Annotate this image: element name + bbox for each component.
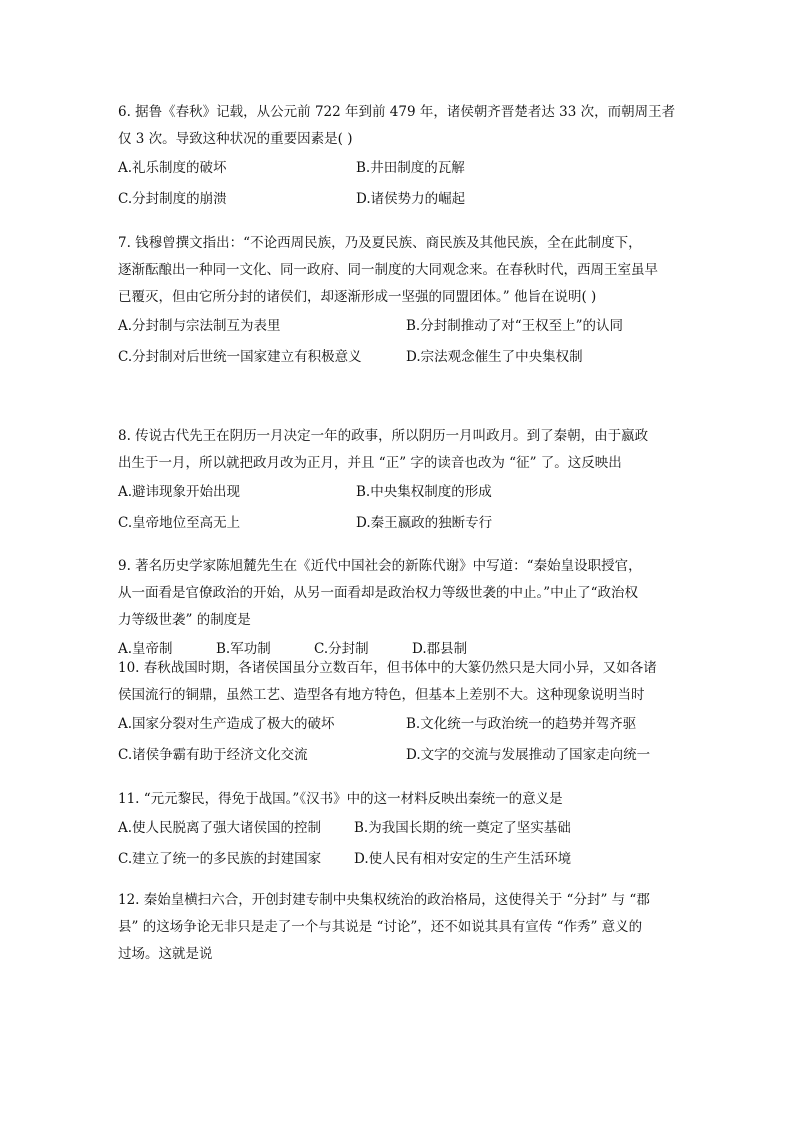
question-11-option-b[interactable]: B.为我国长期的统一奠定了坚实基础: [354, 820, 571, 836]
question-9-option-a[interactable]: A.皇帝制: [118, 641, 173, 657]
question-9-option-b[interactable]: B.军功制: [216, 641, 271, 657]
question-10-option-b[interactable]: B.文化统一与政治统一的趋势并驾齐驱: [406, 716, 637, 732]
question-11-stem-line-1: 11. “元元黎民，得免于战国。”《汉书》中的这一材料反映出秦统一的意义是: [118, 791, 563, 807]
question-10-option-a[interactable]: A.国家分裂对生产造成了极大的破坏: [118, 716, 335, 732]
question-11-option-a[interactable]: A.使人民脱离了强大诸侯国的控制: [118, 820, 322, 836]
question-7-option-c[interactable]: C.分封制对后世统一国家建立有积极意义: [118, 349, 362, 365]
question-8-option-d[interactable]: D.秦王嬴政的独断专行: [356, 515, 493, 531]
question-7-stem-line-1: 7. 钱穆曾撰文指出：“不论西周民族，乃及夏民族、商民族及其他民族，全在此制度下，: [118, 235, 642, 251]
question-6: [118, 99, 678, 215]
question-7-stem-line-3: 已覆灭，但由它所分封的诸侯们，却逐渐形成一坚强的同盟团体。” 他旨在说明( ): [118, 289, 597, 305]
question-8-option-b[interactable]: B.中央集权制度的形成: [356, 484, 492, 500]
question-6-option-c[interactable]: C.分封制度的崩溃: [118, 191, 227, 207]
question-8-stem-line-1: 8. 传说古代先王在阴历一月决定一年的政事，所以阴历一月叫政月。到了秦朝，由于嬴政: [118, 428, 649, 444]
question-6-option-d[interactable]: D.诸侯势力的崛起: [356, 191, 466, 207]
question-6-stem-line-1: 6. 据鲁《春秋》记载，从公元前 722 年到前 479 年，诸侯朝齐晋楚者达 33 次，而朝周王者: [118, 104, 676, 120]
question-7-option-a[interactable]: A.分封制与宗法制互为表里: [118, 318, 281, 334]
question-11-option-d[interactable]: D.使人民有相对安定的生产生活环境: [354, 851, 572, 867]
question-12-stem-line-1: 12. 秦始皇横扫六合，开创封建专制中央集权统治的政治格局，这使得关于 “分封” 与 “郡: [118, 892, 650, 908]
question-10-options-row-2: [118, 740, 678, 771]
question-9-option-d[interactable]: D.郡县制: [412, 641, 468, 657]
question-12-stem-line-3: 过场。这就是说: [118, 946, 213, 962]
question-9: [118, 553, 678, 665]
question-9-option-c[interactable]: C.分封制: [314, 641, 369, 657]
question-7-options-row-2: [118, 342, 678, 373]
question-6-options-row-1: [118, 153, 678, 184]
question-9-stem-line-2: 从一面看是官僚政治的开始，从另一面看却是政治权力等级世袭的中止。”中止了“政治权: [118, 585, 639, 601]
question-8-option-a[interactable]: A.避讳现象开始出现: [118, 484, 241, 500]
question-8-option-c[interactable]: C.皇帝地位至高无上: [118, 515, 241, 531]
question-12-stem-line-2: 县” 的这场争论无非只是走了一个与其说是 “讨论”，还不如说其具有宣传 “作秀” 意义的: [118, 919, 643, 935]
question-6-option-b[interactable]: B.井田制度的瓦解: [356, 160, 465, 176]
question-6-option-a[interactable]: A.礼乐制度的破坏: [118, 160, 227, 176]
question-10-option-d[interactable]: D.文字的交流与发展推动了国家走向统一: [406, 747, 651, 763]
question-11-options-row-2: [118, 844, 678, 875]
question-9-stem-line-1: 9. 著名历史学家陈旭麓先生在《近代中国社会的新陈代谢》中写道：“秦始皇设职授官，: [118, 558, 642, 574]
question-10-option-c[interactable]: C.诸侯争霸有助于经济文化交流: [118, 747, 308, 763]
question-10: [118, 655, 678, 771]
question-7: [118, 230, 678, 373]
question-8-options-row-2: [118, 508, 678, 539]
question-6-options-row-2: [118, 184, 678, 215]
question-6-stem-line-2: 仅 3 次。导致这种状况的重要因素是( ): [118, 131, 353, 147]
question-8: [118, 423, 678, 539]
question-10-options-row-1: [118, 709, 678, 740]
question-7-option-b[interactable]: B.分封制推动了对“王权至上”的认同: [406, 318, 624, 334]
question-8-stem-line-2: 出生于一月，所以就把政月改为正月，并且 “正” 字的读音也改为 “征” 了。这反映出: [118, 455, 622, 471]
question-7-options-row-1: [118, 311, 678, 342]
question-7-option-d[interactable]: D.宗法观念催生了中央集权制: [406, 349, 583, 365]
question-11-option-c[interactable]: C.建立了统一的多民族的封建国家: [118, 851, 322, 867]
question-9-stem-line-3: 力等级世袭” 的制度是: [118, 612, 251, 628]
question-11: [118, 786, 678, 875]
question-10-stem-line-1: 10. 春秋战国时期，各诸侯国虽分立数百年，但书体中的大篆仍然只是大同小异，又如各诸: [118, 660, 657, 676]
question-12: [118, 887, 678, 968]
question-7-stem-line-2: 逐渐酝酿出一种同一文化、同一政府、同一制度的大同观念来。在春秋时代，西周王室虽早: [118, 262, 658, 278]
question-11-options-row-1: [118, 813, 678, 844]
question-10-stem-line-2: 侯国流行的铜鼎，虽然工艺、造型各有地方特色，但基本上差别不大。这种现象说明当时: [118, 687, 645, 703]
question-8-options-row-1: [118, 477, 678, 508]
